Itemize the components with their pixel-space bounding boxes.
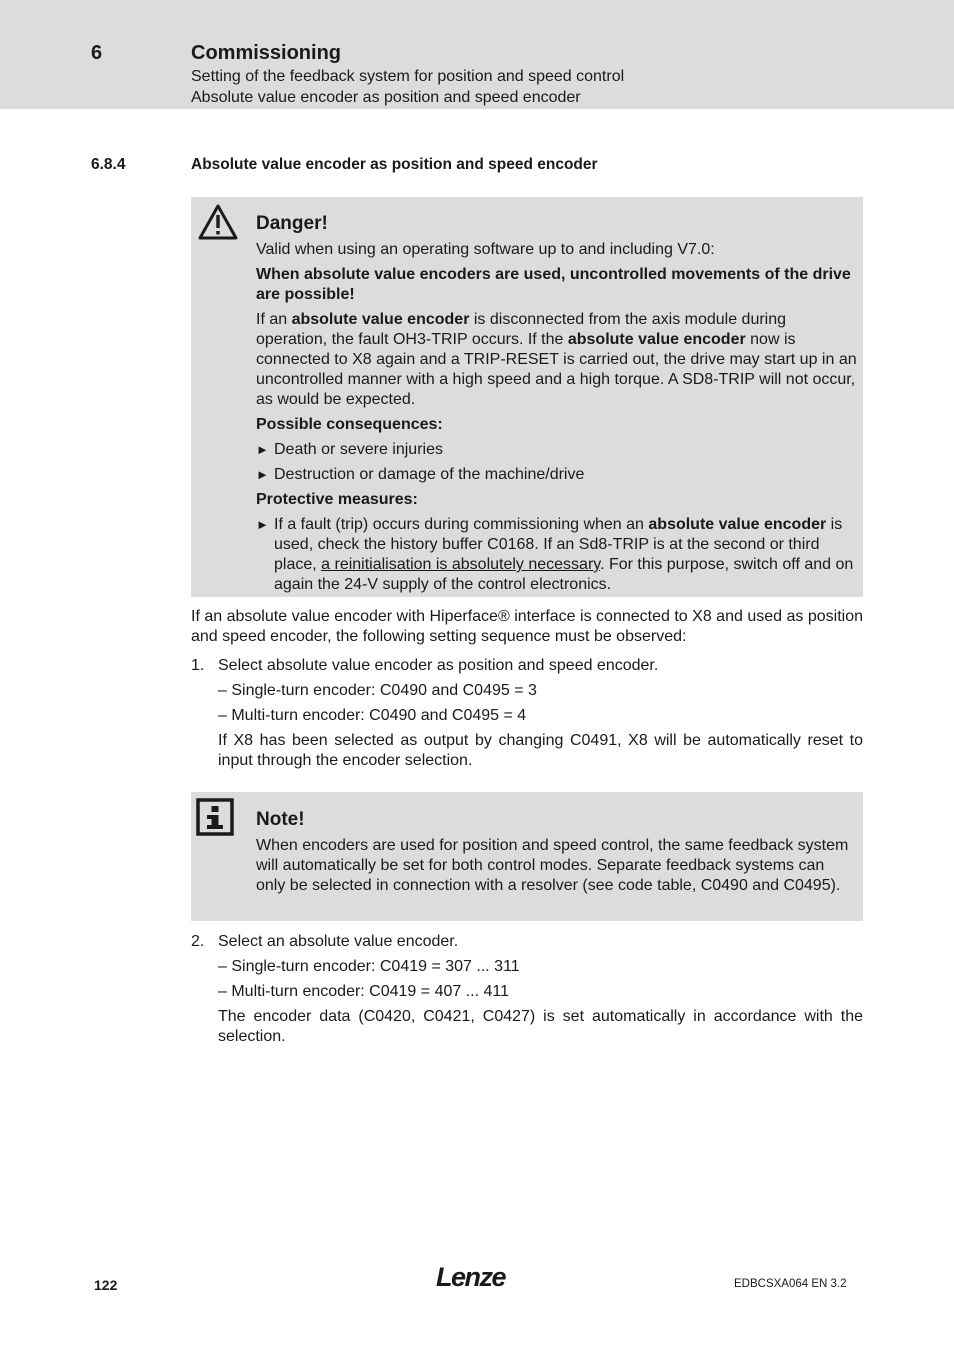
consequence-item: ► Death or severe injuries <box>256 441 443 458</box>
note-text: When encoders are used for position and speed control, the same feedback system will automatically be set for both control modes. Separate feedback systems can only be selected in connection with a resolver (see code table, C0490 and C0495). <box>256 837 849 894</box>
step-1-remark: If X8 has been selected as output by changing C0491, X8 will be automatically reset to input through the encoder selection. <box>218 732 863 769</box>
chapter-subtitle-1: Setting of the feedback system for position and speed control <box>191 68 625 85</box>
document-id: EDBCSXA064 EN 3.2 <box>734 1278 847 1290</box>
page-number: 122 <box>94 1277 118 1293</box>
measure-item: ► If a fault (trip) occurs during commissioning when an absolute value encoder is used, check the history buffer C0168. If an Sd8-TRIP is at the second or third place, a reinitialisation is absolutely necessary. For this purpose, switch off and on again the 24-V supply of the control electronics. <box>256 516 854 593</box>
danger-validity: Valid when using an operating software up to and including V7.0: <box>256 241 715 258</box>
main-text-1 <box>191 607 863 771</box>
danger-content <box>256 212 858 600</box>
step-2: 2. Select an absolute value encoder. <box>191 933 459 950</box>
step-1-option: – Single-turn encoder: C0490 and C0495 = 3 <box>218 682 537 699</box>
note-title: Note! <box>256 809 305 830</box>
chapter-subtitle-2: Absolute value encoder as position and speed encoder <box>191 89 581 106</box>
chapter-title: Commissioning <box>191 42 342 64</box>
step-2-option: – Single-turn encoder: C0419 = 307 ... 311 <box>218 958 520 975</box>
note-content <box>256 808 858 901</box>
danger-title: Danger! <box>256 213 328 234</box>
info-icon <box>196 798 234 836</box>
step-1: 1. Select absolute value encoder as position and speed encoder. <box>191 657 659 674</box>
danger-description: If an absolute value encoder is disconnected from the axis module during operation, the fault OH3-TRIP occurs. If the absolute value encoder now is connected to X8 again and a TRIP-RESET is carried out, the drive may start up in an uncontrolled manner with a high speed and a high torque. A SD8-TRIP will not occur, as would be expected. <box>256 311 857 408</box>
intro-paragraph: If an absolute value encoder with Hiperface® interface is connected to X8 and used as position and speed encoder, the following setting sequence must be observed: <box>191 608 863 645</box>
section-title: Absolute value encoder as position and speed encoder <box>191 156 598 173</box>
main-text-2 <box>191 932 863 1047</box>
warning-triangle-icon <box>197 203 239 241</box>
reinitialisation-link: a reinitialisation is absolutely necessary <box>321 556 601 573</box>
step-1-option: – Multi-turn encoder: C0490 and C0495 = 4 <box>218 707 527 724</box>
measures-heading: Protective measures: <box>256 491 418 508</box>
chapter-number: 6 <box>91 42 103 64</box>
danger-warning: When absolute value encoders are used, uncontrolled movements of the drive are possible! <box>256 266 851 303</box>
lenze-logo: Lenze <box>436 1262 506 1292</box>
step-2-remark: The encoder data (C0420, C0421, C0427) is set automatically in accordance with the selection. <box>218 1008 863 1045</box>
section-number: 6.8.4 <box>91 156 126 173</box>
step-2-option: – Multi-turn encoder: C0419 = 407 ... 411 <box>218 983 509 1000</box>
consequences-heading: Possible consequences: <box>256 416 443 433</box>
consequence-item: ► Destruction or damage of the machine/drive <box>256 466 585 483</box>
